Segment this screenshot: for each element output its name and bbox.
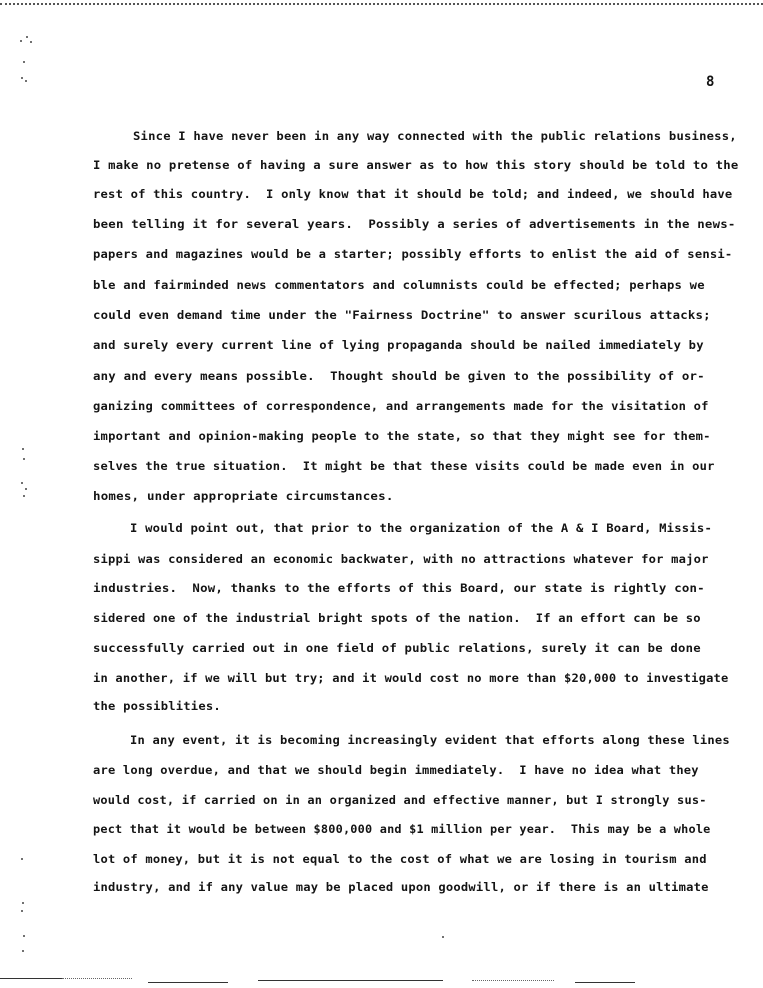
text-line: In any event, it is becoming increasingly evident that efforts along these lines: [130, 734, 730, 747]
text-line: the possiblities.: [93, 700, 221, 713]
text-line: papers and magazines would be a starter; possibly efforts to enlist the aid of sensi-: [93, 248, 733, 261]
text-line: are long overdue, and that we should begin immediately. I have no idea what they: [93, 764, 699, 777]
text-line: ganizing committees of correspondence, and arrangements made for the visitation of: [93, 400, 709, 413]
scan-speck: [20, 40, 22, 42]
text-line: any and every means possible. Thought should be given to the possibility of or-: [93, 370, 705, 383]
text-line: ble and fairminded news commentators and columnists could be effected; perhaps we: [93, 279, 705, 292]
scan-speck: [25, 80, 27, 82]
text-line: would cost, if carried on in an organized and effective manner, but I strongly sus-: [93, 794, 707, 807]
scan-bottom-rule: [0, 978, 62, 979]
scan-speck: [21, 482, 23, 484]
text-line: I make no pretense of having a sure answer as to how this story should be told to the: [93, 159, 739, 172]
text-line: homes, under appropriate circumstances.: [93, 490, 394, 503]
text-line: Since I have never been in any way connected with the public relations business,: [133, 130, 737, 143]
text-line: rest of this country. I only know that it should be told; and indeed, we should have: [93, 188, 733, 201]
text-line: important and opinion-making people to the state, so that they might see for them-: [93, 430, 711, 443]
scan-speck: [23, 458, 25, 460]
scan-speck: [23, 495, 25, 497]
scan-speck: [25, 488, 27, 490]
scan-speck: [21, 858, 23, 860]
text-line: selves the true situation. It might be that these visits could be made even in our: [93, 460, 715, 473]
scan-speck: [22, 448, 24, 450]
scan-bottom-rule: [148, 982, 228, 983]
scan-speck: [21, 77, 23, 79]
page-number: 8: [706, 74, 715, 90]
scan-speck: [26, 36, 28, 38]
text-line: I would point out, that prior to the organization of the A & I Board, Missis-: [130, 522, 713, 535]
scan-bottom-rule: [472, 980, 554, 981]
text-line: sidered one of the industrial bright spots of the nation. If an effort can be so: [93, 612, 701, 625]
text-line: industries. Now, thanks to the efforts of this Board, our state is rightly con-: [93, 582, 705, 595]
text-line: lot of money, but it is not equal to the cost of what we are losing in tourism and: [93, 853, 707, 866]
scan-speck: [22, 950, 24, 952]
scan-bottom-rule: [62, 978, 132, 979]
scan-bottom-rule: [575, 982, 635, 983]
text-line: and surely every current line of lying propaganda should be nailed immediately by: [93, 339, 704, 352]
text-line: industry, and if any value may be placed upon goodwill, or if there is an ultimate: [93, 881, 709, 894]
text-line: could even demand time under the "Fairness Doctrine" to answer scurilous attacks;: [93, 309, 711, 322]
text-line: been telling it for several years. Possibly a series of advertisements in the news-: [93, 218, 736, 231]
scan-bottom-rule: [258, 980, 443, 981]
text-line: successfully carried out in one field of public relations, surely it can be done: [93, 642, 701, 655]
scan-speck: [30, 41, 32, 43]
text-line: in another, if we will but try; and it would cost no more than $20,000 to investigate: [93, 672, 729, 685]
scan-speck: [22, 902, 24, 904]
scan-speck: [21, 910, 23, 912]
text-line: pect that it would be between $800,000 and $1 million per year. This may be a whole: [93, 823, 711, 836]
scan-speck: [442, 936, 444, 938]
scan-speck: [23, 61, 25, 63]
text-line: sippi was considered an economic backwater, with no attractions whatever for major: [93, 553, 709, 566]
scan-speck: [23, 935, 25, 937]
